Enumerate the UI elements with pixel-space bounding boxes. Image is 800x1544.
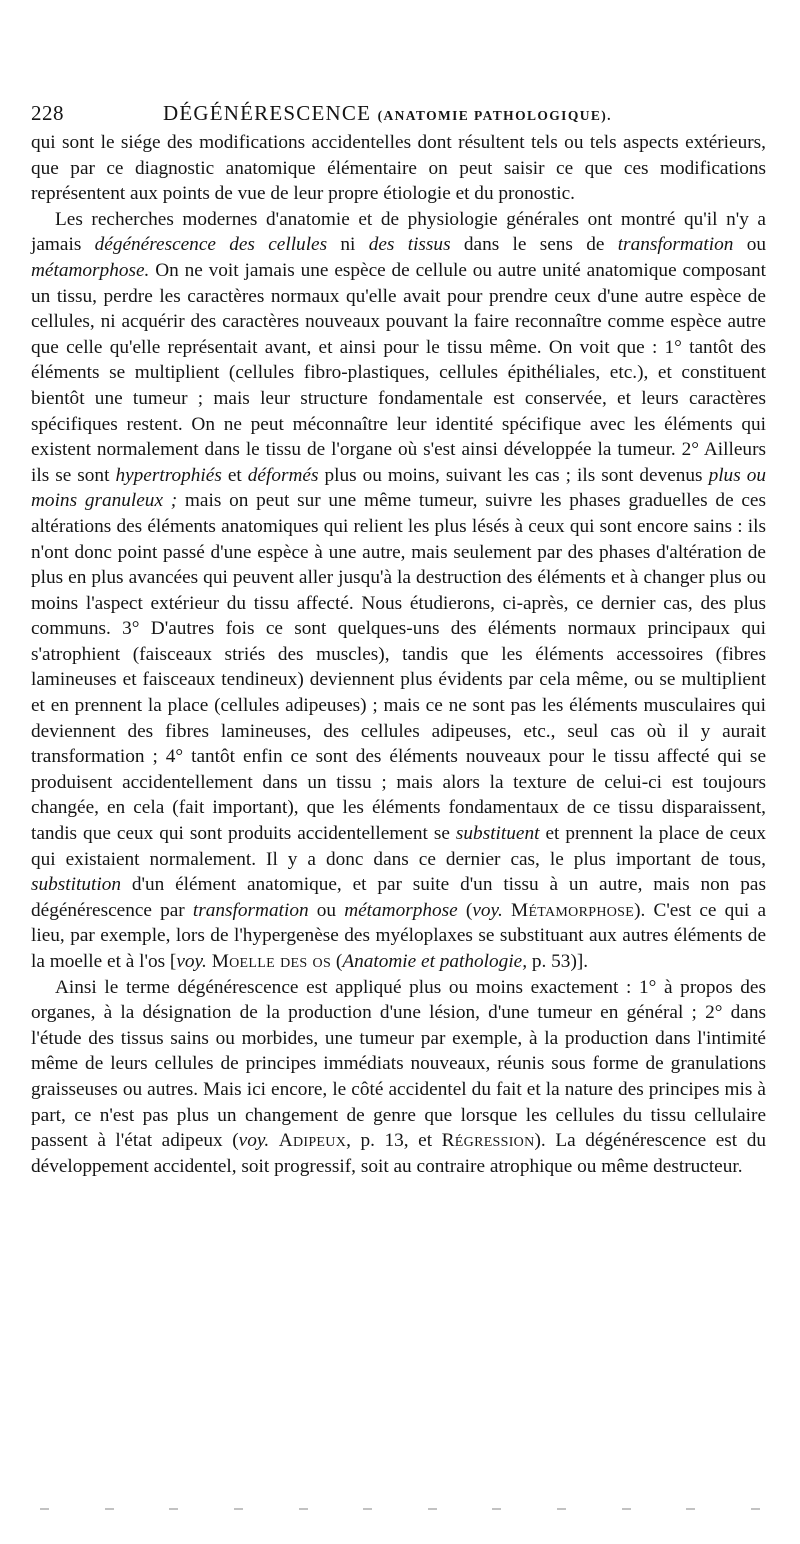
text-run: mais on peut sur une même tumeur, suivre les phases graduelles de ces altérations des éléments anatomiques qui relient les plus lésés à ceux qui sont encore sains : ils n'ont donc point passé d'une espèce à une autre, mais seulement par des phases d'altération de plus en plus avancées qui peuvent aller jusqu'à la destruction des éléments et à changer plus ou moins l'aspect extérieur du tissu affecté. Nous étudierons, ci-après, ce dernier cas, des plus communs. 3° D'autres fois ce sont quelques-uns des éléments normaux principaux qui s'atrophient (faisceaux striés des muscles), tandis que les éléments accessoires (fibres lamineuses et faisceaux tendineux) deviennent plus évidents par cela même, ou se multiplient et en prennent la place (cellules adipeuses) ; mais ce ne sont pas les éléments musculaires qui deviennent des fibres lamineuses, des cellules adipeuses, etc., seul cas où il y aurait transformation ; 4° tantôt enfin ce sont des éléments nouveaux pour le tissu affecté qui se produisent accidentellement dans un tissu ; mais alors la texture de celui-ci est toujours changée, en cela (fait important), que les éléments fondamentaux de ce tissu disparaissent, tandis que ceux qui sont produits accidentellement se (31, 490, 766, 845)
text-run: et prennent la place de ceux qui existaient normalement. Il y a donc dans ce dernier cas, le plus important de tous, (31, 823, 766, 870)
cross-reference: Métamorphose (511, 899, 635, 921)
running-title-main: DÉGÉNÉRESCENCE (163, 101, 372, 125)
text-run: , p. 13, et (346, 1130, 442, 1152)
paragraph-1 (31, 130, 766, 207)
text-run: On ne voit jamais une espèce de cellule ou autre unité anatomique composant un tissu, perdre les caractères normaux qu'elle avait pour prendre ceux d'une autre espèce de cellules, ni acquérir des caractères nouveaux pouvant la faire reconnaître comme espèce autre que celle qu'elle représentait avant, et ainsi pour le tissu même. On voit que : 1° tantôt des éléments se multiplient (cellules fibro-plastiques, cellules épithéliales, etc.), et constituent bientôt une tumeur ; mais leur structure fondamentale est conservée, et leurs caractères spécifiques restent. On ne peut méconnaître leur identité spécifique avec les éléments qui existent normalement dans le tissu de l'organe où s'est ainsi développée la tumeur. 2° Ailleurs ils se sont (31, 259, 766, 486)
text-run: qui sont le siége des modifications accidentelles dont résultent tels ou tels aspects extérieurs, que par ce diagnostic anatomique élémentaire on peut saisir ce que ces modifications représentent aux points de vue de leur propre étiologie et du pronostic. (31, 132, 766, 205)
italic-run: métamorphose (344, 899, 458, 921)
text-run: dans le sens de (450, 234, 618, 256)
italic-run: métamorphose. (31, 259, 150, 281)
cross-reference: Adipeux (278, 1130, 347, 1152)
italic-run: hypertrophiés (115, 464, 222, 486)
italic-run: substitution (31, 874, 121, 896)
cross-reference: Moelle des os (211, 951, 332, 972)
italic-run: déformés (247, 464, 319, 486)
paragraph-2 (31, 207, 766, 975)
text-run: ). C'est ce qui a lieu, par exemple, lors de l'hypergenèse des myéloplaxes se substituant aux autres éléments de la moelle et à l'os [ (31, 899, 766, 972)
text-run: Ainsi le terme dégénérescence est appliqué plus ou moins exactement : 1° à propos des organes, à la désignation de la production d'une lésion, d'une tumeur en général ; 2° dans l'étude des tissus sains ou morbides, une tumeur par exemple, à la production dans l'intimité même de leurs cellules de principes immédiats nouveaux, réunis sous forme de granulations graisseuses ou autres. Mais ici encore, le côté accidentel du fait et la nature des principes mis à part, ce n'est pas plus un changement de genre que lorsque les cellules du tissu cellulaire passent à l'état adipeux ( (31, 976, 766, 1152)
italic-run: voy. (176, 951, 207, 972)
text-run: d'un élément anatomique, et par suite d'un tissu à un autre, mais non pas dégénérescence par (31, 874, 766, 921)
running-title (163, 96, 612, 133)
cross-reference: Régression (441, 1130, 535, 1152)
italic-run: voy. (238, 1130, 270, 1152)
text-run: Les recherches modernes d'anatomie et de physiologie générales ont montré qu'il n'y a jamais (31, 208, 766, 256)
running-title-subtitle: (ANATOMIE PATHOLOGIQUE). (377, 108, 612, 123)
italic-run: plus ou moins granuleux ; (31, 464, 766, 512)
italic-run: des tissus (368, 234, 451, 256)
italic-run: dégénérescence des cellules (94, 234, 328, 256)
text-run: ou (733, 234, 766, 256)
text-run: plus ou moins, suivant les cas ; ils sont devenus (318, 464, 709, 486)
text-run: ( (331, 951, 343, 972)
text-run: ). La dégénérescence est du développement accidentel, soit progressif, soit au contraire atrophique ou même destructeur. (31, 1130, 766, 1177)
running-head (31, 96, 760, 130)
bleed-through-marks (40, 1506, 760, 1512)
italic-run: transformation (617, 234, 734, 256)
italic-run: Anatomie et pathologie, (342, 951, 528, 972)
text-run: et (221, 464, 248, 486)
text-run: ou (308, 899, 345, 921)
italic-run: voy. (472, 899, 503, 921)
text-run: p. 53)]. (527, 951, 589, 972)
text-run (503, 900, 511, 921)
text-run: ( (457, 899, 473, 921)
text-run (269, 1130, 279, 1151)
italic-run: transformation (192, 899, 309, 921)
text-run: ni (327, 234, 369, 256)
paragraph-3 (31, 975, 766, 1180)
page-number: 228 (31, 101, 64, 125)
body-text (31, 130, 766, 1179)
italic-run: substituent (455, 823, 540, 845)
